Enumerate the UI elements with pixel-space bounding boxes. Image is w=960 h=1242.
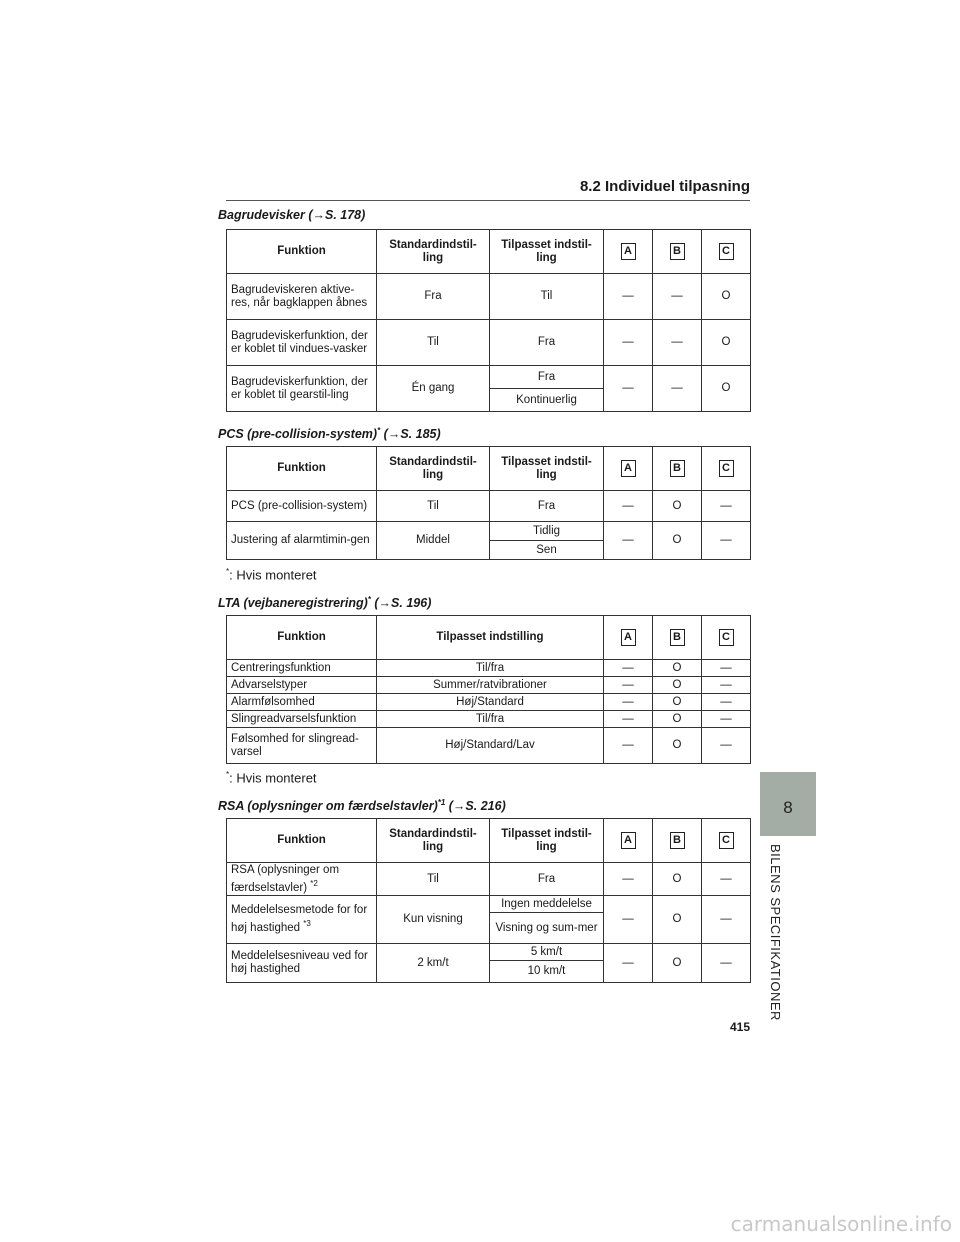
table-row xyxy=(227,320,751,366)
custom-cell: Sen xyxy=(490,541,604,560)
c-cell: — xyxy=(702,728,751,764)
b-cell: — xyxy=(653,320,702,366)
col-header-a: A xyxy=(621,629,636,646)
custom-cell: Høj/Standard/Lav xyxy=(377,728,604,764)
c-cell: — xyxy=(702,944,751,983)
table-row xyxy=(227,944,751,961)
default-cell: Til xyxy=(377,320,490,366)
custom-cell: Visning og sum-mer xyxy=(490,913,604,944)
function-cell: Justering af alarmtimin-gen xyxy=(227,522,377,560)
pcs-table xyxy=(226,446,751,560)
col-header-custom: Tilpasset indstilling xyxy=(377,616,604,660)
default-cell: Kun visning xyxy=(377,896,490,944)
function-cell: Advarselstyper xyxy=(227,677,377,694)
c-cell: O xyxy=(702,274,751,320)
custom-cell: Til/fra xyxy=(377,711,604,728)
default-cell: Middel xyxy=(377,522,490,560)
section-heading-rsa: RSA (oplysninger om færdselstavler)$^{*1}$ (→S. 216) xyxy=(218,798,506,814)
function-cell: PCS (pre-collision-system) xyxy=(227,491,377,522)
function-cell: Meddelelsesmetode for for høj hastighed $^{*3}$ xyxy=(227,896,377,944)
col-header-c: C xyxy=(719,832,734,849)
a-cell: — xyxy=(604,491,653,522)
custom-cell: Høj/Standard xyxy=(377,694,604,711)
col-header-c: C xyxy=(719,460,734,477)
table-row xyxy=(227,711,751,728)
page-number: 415 xyxy=(729,1020,750,1034)
c-cell: — xyxy=(702,660,751,677)
col-header-c: C xyxy=(719,629,734,646)
default-cell: Én gang xyxy=(377,366,490,412)
col-header-custom: Tilpasset indstil-ling xyxy=(490,230,604,274)
col-header-a: A xyxy=(621,243,636,260)
table-row xyxy=(227,491,751,522)
function-cell: Slingreadvarselsfunktion xyxy=(227,711,377,728)
col-header-custom: Tilpasset indstil-ling xyxy=(490,447,604,491)
section-heading-pcs: PCS (pre-collision-system)* (→S. 185) xyxy=(218,426,441,442)
b-cell: O xyxy=(653,896,702,944)
col-header-default: Standardindstil-ling xyxy=(377,230,490,274)
custom-cell: Kontinuerlig xyxy=(490,389,604,412)
b-cell: O xyxy=(653,491,702,522)
table-row xyxy=(227,366,751,389)
col-header-function: Funktion xyxy=(227,616,377,660)
chapter-label: BILENS SPECIFIKATIONER xyxy=(768,844,783,1021)
custom-cell: Til xyxy=(490,274,604,320)
col-header-a: A xyxy=(621,832,636,849)
table-row xyxy=(227,274,751,320)
table-row xyxy=(227,660,751,677)
custom-cell: Fra xyxy=(490,366,604,389)
b-cell: O xyxy=(653,728,702,764)
custom-cell: Tidlig xyxy=(490,522,604,541)
col-header-custom: Tilpasset indstil-ling xyxy=(490,819,604,863)
b-cell: O xyxy=(653,711,702,728)
b-cell: O xyxy=(653,694,702,711)
b-cell: O xyxy=(653,944,702,983)
col-header-function: Funktion xyxy=(227,447,377,491)
c-cell: O xyxy=(702,366,751,412)
chapter-tab xyxy=(760,772,816,836)
a-cell: — xyxy=(604,944,653,983)
default-cell: Til xyxy=(377,863,490,896)
custom-cell: Fra xyxy=(490,863,604,896)
footnote: *: Hvis monteret xyxy=(226,567,317,583)
c-cell: — xyxy=(702,677,751,694)
function-cell: Alarmfølsomhed xyxy=(227,694,377,711)
col-header-default: Standardindstil-ling xyxy=(377,819,490,863)
table-row xyxy=(227,522,751,541)
table-row xyxy=(227,896,751,913)
a-cell: — xyxy=(604,728,653,764)
b-cell: O xyxy=(653,522,702,560)
footnote: *: Hvis monteret xyxy=(226,770,317,786)
b-cell: O xyxy=(653,863,702,896)
default-cell: Til xyxy=(377,491,490,522)
b-cell: — xyxy=(653,366,702,412)
page-header xyxy=(226,178,750,201)
c-cell: — xyxy=(702,863,751,896)
custom-cell: 10 km/t xyxy=(490,961,604,983)
col-header-b: B xyxy=(670,629,685,646)
function-cell: Meddelelsesniveau ved for høj hastighed xyxy=(227,944,377,983)
default-cell: 2 km/t xyxy=(377,944,490,983)
col-header-a: A xyxy=(621,460,636,477)
col-header-function: Funktion xyxy=(227,819,377,863)
a-cell: — xyxy=(604,522,653,560)
rear-wiper-table xyxy=(226,229,751,412)
section-heading-lta: LTA (vejbaneregistrering)* (→S. 196) xyxy=(218,595,432,611)
col-header-b: B xyxy=(670,832,685,849)
a-cell: — xyxy=(604,711,653,728)
table-row xyxy=(227,863,751,896)
table-row xyxy=(227,694,751,711)
function-cell: Bagrudeviskerfunktion, der er koblet til vindues-vasker xyxy=(227,320,377,366)
col-header-function: Funktion xyxy=(227,230,377,274)
table-row xyxy=(227,677,751,694)
col-header-b: B xyxy=(670,460,685,477)
a-cell: — xyxy=(604,694,653,711)
custom-cell: 5 km/t xyxy=(490,944,604,961)
b-cell: O xyxy=(653,677,702,694)
custom-cell: Til/fra xyxy=(377,660,604,677)
b-cell: O xyxy=(653,660,702,677)
col-header-c: C xyxy=(719,243,734,260)
col-header-b: B xyxy=(670,243,685,260)
a-cell: — xyxy=(604,274,653,320)
a-cell: — xyxy=(604,366,653,412)
a-cell: — xyxy=(604,677,653,694)
function-cell: RSA (oplysninger om færdselstavler) $^{*2}$ xyxy=(227,863,377,896)
function-cell: Følsomhed for slingread-varsel xyxy=(227,728,377,764)
section-heading-rear-wiper: Bagrudevisker (→S. 178) xyxy=(218,208,366,222)
section-title: 8.2 Individuel tilpasning xyxy=(579,178,750,195)
custom-cell: Fra xyxy=(490,491,604,522)
table-row xyxy=(227,728,751,764)
a-cell: — xyxy=(604,896,653,944)
a-cell: — xyxy=(604,660,653,677)
function-cell: Bagrudeviskerfunktion, der er koblet til gearstil-ling xyxy=(227,366,377,412)
a-cell: — xyxy=(604,320,653,366)
default-cell: Fra xyxy=(377,274,490,320)
b-cell: — xyxy=(653,274,702,320)
c-cell: — xyxy=(702,896,751,944)
custom-cell: Summer/ratvibrationer xyxy=(377,677,604,694)
c-cell: — xyxy=(702,711,751,728)
c-cell: — xyxy=(702,522,751,560)
function-cell: Centreringsfunktion xyxy=(227,660,377,677)
rsa-table xyxy=(226,818,751,983)
custom-cell: Fra xyxy=(490,320,604,366)
chapter-number: 8 xyxy=(783,798,793,817)
c-cell: O xyxy=(702,320,751,366)
function-cell: Bagrudeviskeren aktive-res, når bagklappen åbnes xyxy=(227,274,377,320)
a-cell: — xyxy=(604,863,653,896)
custom-cell: Ingen meddelelse xyxy=(490,896,604,913)
lta-table xyxy=(226,615,751,764)
c-cell: — xyxy=(702,694,751,711)
watermark: carmanualsonline.info xyxy=(730,1212,952,1236)
c-cell: — xyxy=(702,491,751,522)
col-header-default: Standardindstil-ling xyxy=(377,447,490,491)
